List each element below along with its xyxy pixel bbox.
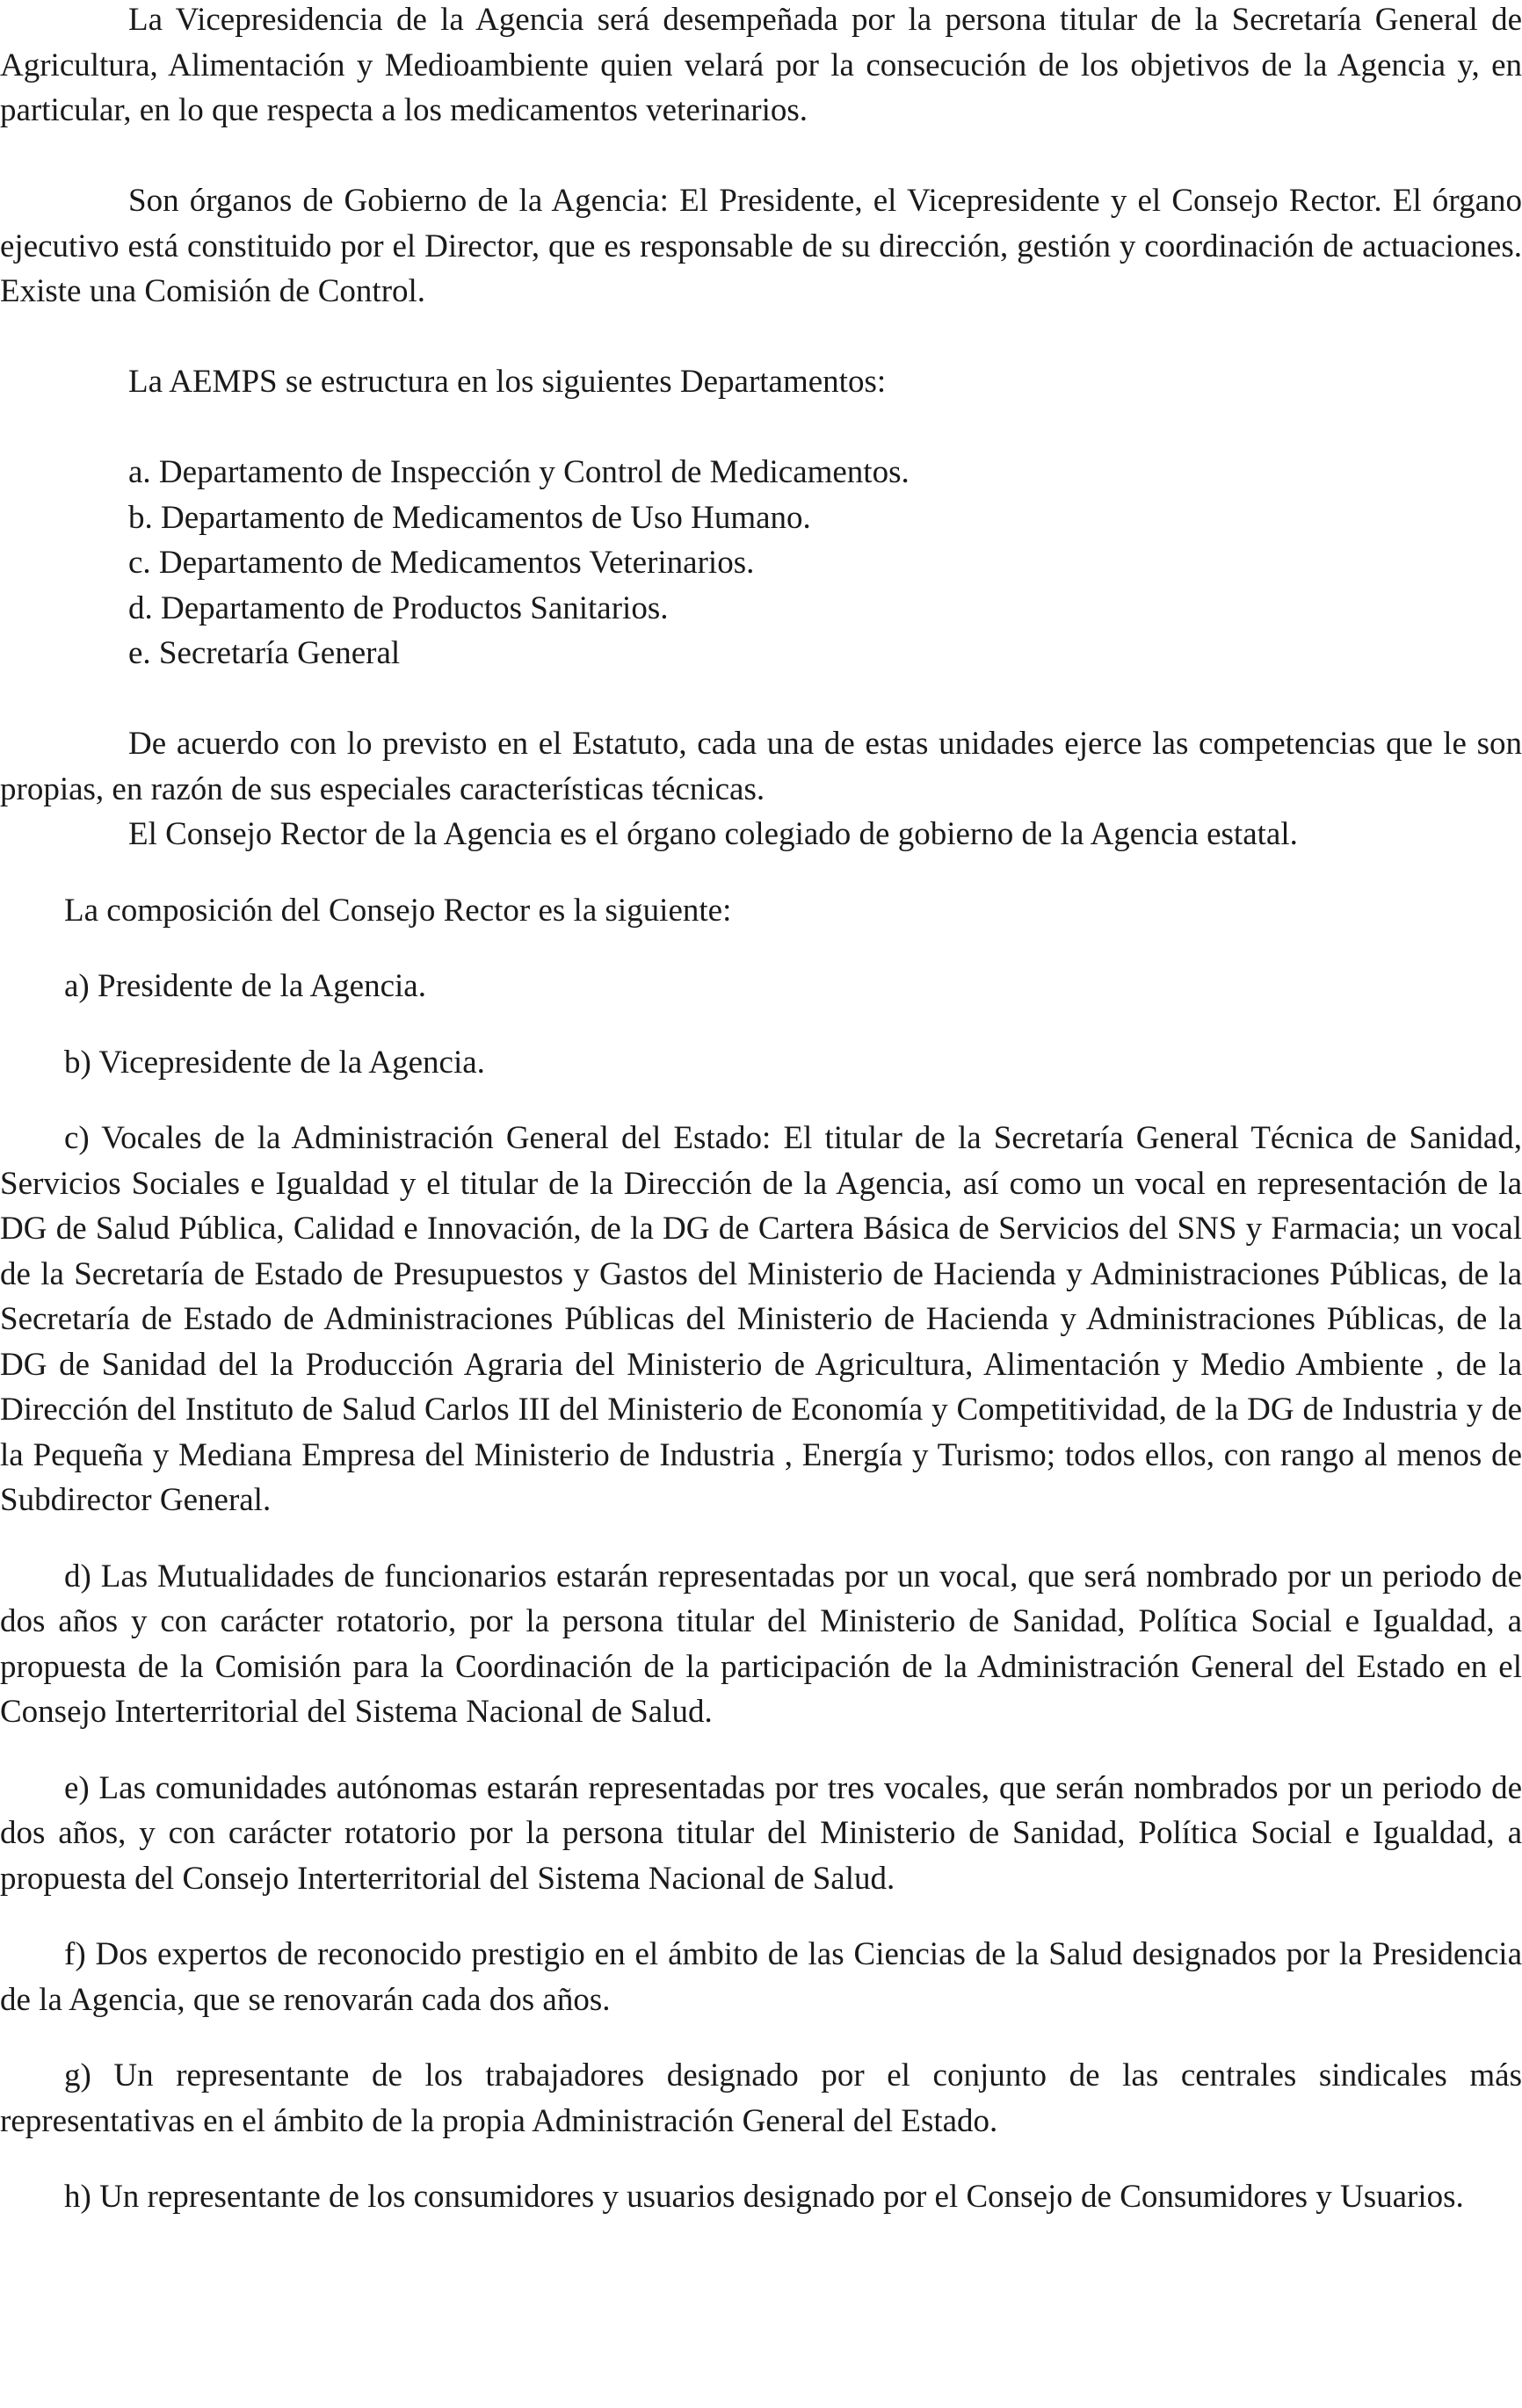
- list-item: c. Departamento de Medicamentos Veterinarios.: [128, 545, 755, 581]
- composicion-item-h: h) Un representante de los consumidores y usuarios designado por el Consejo de Consumidores y Usuarios.: [64, 2179, 1464, 2215]
- paragraph-estructura: La AEMPS se estructura en los siguientes Departamentos:: [128, 364, 887, 400]
- paragraph-organos-gobierno: Son órganos de Gobierno de la Agencia: El Presidente, el Vicepresidente y el Consejo Rector. El órgano ejecutivo está constituido por el Director, que es responsable de su dirección, gestión y coordinación de actuaciones. Existe una Comisión de Control.: [0, 183, 1522, 309]
- list-item: b. Departamento de Medicamentos de Uso Humano.: [128, 499, 811, 536]
- paragraph-estatuto: De acuerdo con lo previsto en el Estatuto, cada una de estas unidades ejerce las competencias que le son propias, en razón de sus especiales características técnicas.: [0, 726, 1522, 807]
- list-item: e. Secretaría General: [128, 635, 401, 671]
- paragraph-consejo-rector: El Consejo Rector de la Agencia es el órgano colegiado de gobierno de la Agencia estatal.: [128, 816, 1298, 852]
- composicion-item-c: c) Vocales de la Administración General del Estado: El titular de la Secretaría General Técnica de Sanidad, Servicios Sociales e Igualdad y el titular de la Dirección de la Agencia, así como un vocal en representación de la DG de Salud Pública, Calidad e Innovación, de la DG de Cartera Básica de Servicios del SNS y Farmacia; un vocal de la Secretaría de Estado de Presupuestos y Gastos del Ministerio de Hacienda y Administraciones Públicas, de la Secretaría de Estado de Administraciones Públicas del Ministerio de Hacienda y Administraciones Públicas, de la DG de Sanidad del la Producción Agraria del Ministerio de Agricultura, Alimentación y Medio Ambiente , de la Dirección del Instituto de Salud Carlos III del Ministerio de Economía y Competitividad, de la DG de Industria y de la Pequeña y Mediana Empresa del Ministerio de Industria , Energía y Turismo; todos ellos, con rango al menos de Subdirector General.: [0, 1120, 1522, 1518]
- composicion-item-g: g) Un representante de los trabajadores designado por el conjunto de las centrales sindicales más representativas en el ámbito de la propia Administración General del Estado.: [0, 2057, 1522, 2139]
- list-item: d. Departamento de Productos Sanitarios.: [128, 589, 669, 626]
- list-item: a. Departamento de Inspección y Control de Medicamentos.: [128, 454, 910, 490]
- composicion-item-f: f) Dos expertos de reconocido prestigio en el ámbito de las Ciencias de la Salud designados por la Presidencia de la Agencia, que se renovarán cada dos años.: [0, 1936, 1522, 2018]
- paragraph-composicion: La composición del Consejo Rector es la siguiente:: [64, 892, 732, 929]
- departamentos-list: [0, 450, 1522, 676]
- composicion-item-e: e) Las comunidades autónomas estarán representadas por tres vocales, que serán nombrados por un periodo de dos años, y con carácter rotatorio por la persona titular del Ministerio de Sanidad, Política Social e Igualdad, a propuesta del Consejo Interterritorial del Sistema Nacional de Salud.: [0, 1769, 1522, 1897]
- composicion-item-b: b) Vicepresidente de la Agencia.: [64, 1044, 485, 1081]
- composicion-item-a: a) Presidente de la Agencia.: [64, 968, 426, 1004]
- composicion-item-d: d) Las Mutualidades de funcionarios estarán representadas por un vocal, que será nombrado por un periodo de dos años y con carácter rotatorio, por la persona titular del Ministerio de Sanidad, Política Social e Igualdad, a propuesta de la Comisión para la Coordinación de la participación de la Administración General del Estado en el Consejo Interterritorial del Sistema Nacional de Salud.: [0, 1558, 1522, 1730]
- paragraph-vicepresidencia: La Vicepresidencia de la Agencia será desempeñada por la persona titular de la Secretaría General de Agricultura, Alimentación y Medioambiente quien velará por la consecución de los objetivos de la Agencia y, en particular, en lo que respecta a los medicamentos veterinarios.: [0, 2, 1522, 128]
